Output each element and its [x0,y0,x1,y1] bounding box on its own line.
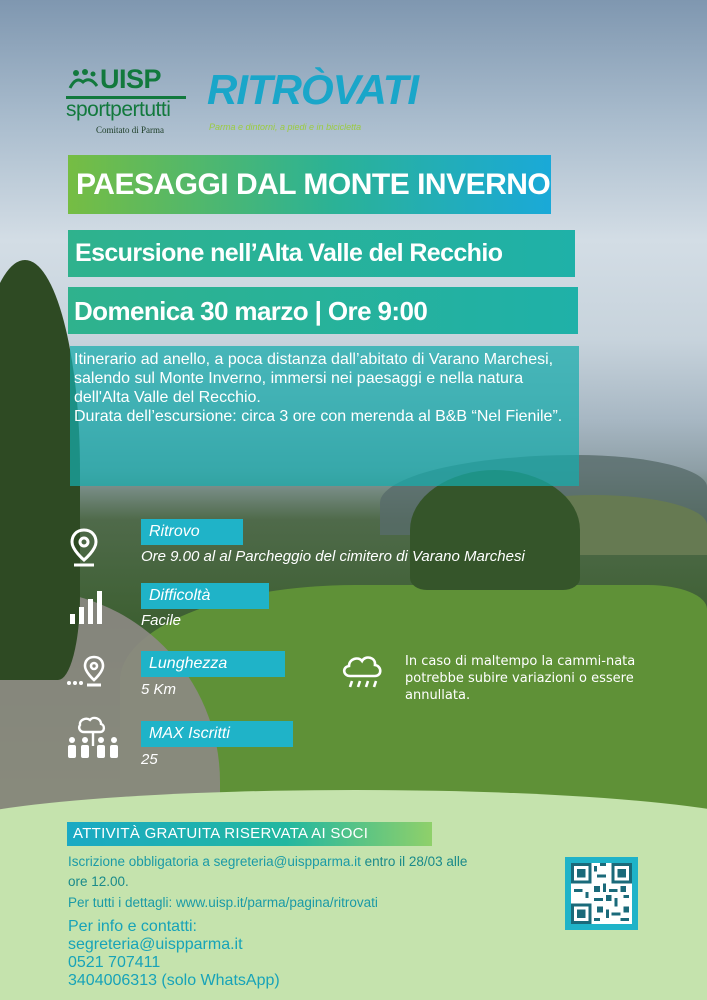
uisp-runners-icon [68,68,98,90]
qr-code-icon [571,863,632,924]
ritrovo-value: Ore 9.00 al al Parcheggio del cimitero di Varano Marchesi [141,548,525,565]
uisp-logo [66,64,191,140]
iscritti-value: 25 [141,751,158,768]
lunghezza-label: Lunghezza [141,651,285,677]
rain-cloud-icon [340,650,384,694]
uisp-subtitle: sportpertutti [66,98,171,121]
uisp-name: UISP [100,64,162,94]
description-route: Itinerario ad anello, a poca distanza dall’abitato di Varano Marchesi, salendo sul Monte Inverno, immersi nei paesaggi e nella natura dell'Alta Valle del Recchio. [74,351,554,406]
difficolta-label: Difficoltà [141,583,269,609]
event-subtitle: Escursione nell’Alta Valle del Recchio [68,230,575,277]
group-people-icon [66,716,122,760]
description-duration: Durata dell’escursione: circa 3 ore con merenda al B&B “Nel Fienile”. [74,408,563,425]
ritrovo-label: Ritrovo [141,519,243,545]
ritrovati-tagline: Parma e dintorni, a piedi e in bicicletta [209,122,362,132]
difficolta-value: Facile [141,612,182,629]
free-activity-banner: ATTIVITÀ GRATUITA RISERVATA AI SOCI [67,822,432,846]
ritrovati-name: RITRÒVATI [207,66,419,113]
contacts-block [68,918,280,990]
signup-deadline: entro il 28/03 alle ore 12.00. [68,854,468,889]
contact-whatsapp[interactable]: 3404006313 (solo WhatsApp) [68,972,280,989]
contact-email[interactable]: segreteria@uispparma.it [68,936,243,953]
location-pin-icon [68,527,100,567]
lunghezza-value: 5 Km [141,681,177,698]
contacts-title: Per info e contatti: [68,918,197,935]
difficulty-bars-icon [69,590,103,626]
ritrovati-logo [207,66,419,138]
tree-cluster [410,470,580,590]
event-date: Domenica 30 marzo | Ore 9:00 [68,287,578,334]
contact-phone[interactable]: 0521 707411 [68,954,161,971]
qr-code[interactable] [565,857,638,930]
uisp-comitato: Comitato di Parma [96,125,164,135]
signup-text: Iscrizione obbligatoria a segreteria@uispparma.it [68,854,361,869]
route-distance-icon [66,655,106,689]
event-title: PAESAGGI DAL MONTE INVERNO [68,155,551,214]
iscritti-label: MAX Iscritti [141,721,293,747]
signup-info [68,852,488,892]
event-description [70,346,579,486]
weather-note: In caso di maltempo la cammi-nata potrebbe subire variazioni o essere annullata. [405,654,636,703]
details-link[interactable]: Per tutti i dettagli: www.uisp.it/parma/pagina/ritrovati [68,895,378,910]
